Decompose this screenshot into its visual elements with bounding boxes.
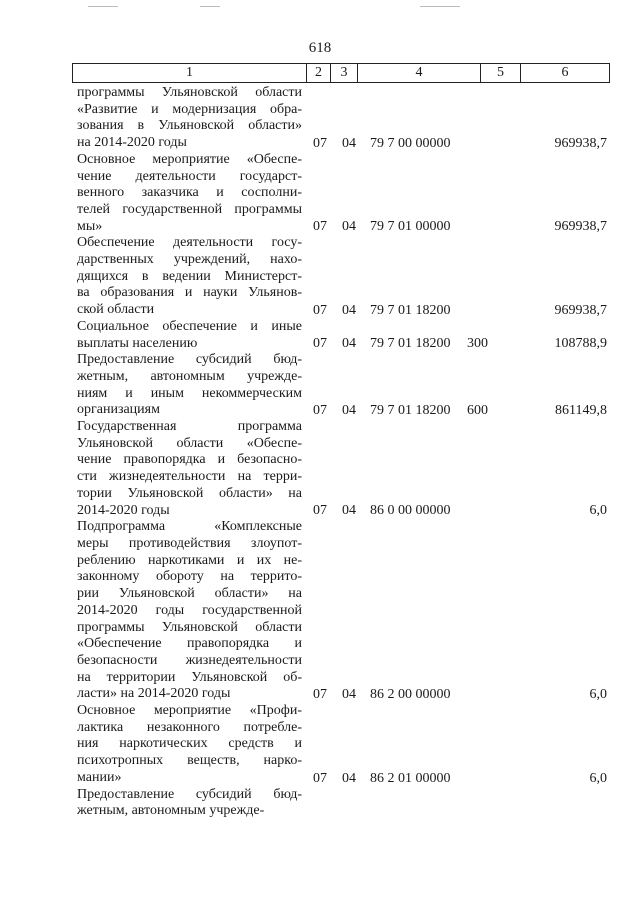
subsection-code: 04 [342, 135, 356, 151]
table-row [77, 352, 607, 419]
target-article-code: 86 2 01 00000 [370, 770, 451, 786]
description-line: реблению наркотиками и их не- [77, 552, 302, 568]
description-line: телей государственной программы [77, 201, 302, 217]
description-line: лактика незаконного потребле- [77, 719, 302, 735]
row-codes [77, 218, 607, 235]
description-line: «Обеспечение правопорядка и [77, 636, 302, 652]
row-codes [77, 502, 607, 519]
table-body [77, 85, 607, 820]
table-header [72, 63, 610, 83]
description-line: жетным, автономным учрежде- [77, 368, 302, 384]
column-header-6: 6 [561, 65, 569, 80]
section-code: 07 [313, 336, 327, 352]
row-description [77, 519, 302, 703]
column-header-3: 3 [331, 64, 358, 82]
amount: 6,0 [589, 503, 607, 519]
section-code: 07 [313, 687, 327, 703]
row-codes [77, 402, 607, 419]
target-article-code: 79 7 00 00000 [370, 135, 451, 151]
section-code: 07 [313, 503, 327, 519]
row-codes [77, 302, 607, 319]
target-article-code: 79 7 01 18200 [370, 336, 451, 352]
table-row [77, 787, 607, 820]
description-line: организациям [77, 402, 160, 418]
amount: 6,0 [589, 687, 607, 703]
scan-artifact [420, 6, 460, 7]
target-article-code: 86 0 00 00000 [370, 503, 451, 519]
target-article-code: 79 7 01 00000 [370, 219, 451, 235]
description-line: венного заказчика и сосполни- [77, 185, 302, 201]
description-line: программы Ульяновской области [77, 85, 302, 100]
column-header-4: 4 [358, 64, 481, 82]
description-line: законному обороту на террито- [77, 569, 302, 585]
description-line: меры противодействия злоупот- [77, 535, 302, 551]
description-line: 2014-2020 годы [77, 502, 170, 518]
description-line: Предоставление субсидий бюд- [77, 352, 302, 368]
description-line: на территории Ульяновской об- [77, 669, 302, 685]
description-line: Ульяновской области «Обеспе- [77, 435, 302, 451]
section-code: 07 [313, 135, 327, 151]
description-line: Предоставление субсидий бюд- [77, 786, 302, 802]
section-code: 07 [313, 403, 327, 419]
description-line: безопасности жизнедеятельности [77, 652, 302, 668]
description-line: жетным, автономным учрежде- [77, 803, 265, 819]
description-line: мы» [77, 218, 103, 234]
description-line: Основное мероприятие «Обеспе- [77, 151, 302, 167]
table-row [77, 152, 607, 236]
column-header-2: 2 [307, 64, 331, 82]
subsection-code: 04 [342, 336, 356, 352]
description-line: Обеспечение деятельности госу- [77, 235, 302, 251]
description-line: мании» [77, 769, 122, 785]
description-line: ния наркотических средств и [77, 736, 302, 752]
table-row [77, 85, 607, 152]
amount: 969938,7 [554, 302, 607, 318]
expense-type-code: 300 [467, 336, 488, 352]
amount: 6,0 [589, 770, 607, 786]
amount: 861149,8 [555, 403, 607, 419]
row-codes [77, 803, 607, 820]
description-line: ласти» на 2014-2020 годы [77, 686, 231, 702]
description-line: выплаты населению [77, 335, 198, 351]
target-article-code: 79 7 01 18200 [370, 403, 451, 419]
table-row [77, 419, 607, 519]
subsection-code: 04 [342, 503, 356, 519]
description-line: 2014-2020 годы государственной [77, 602, 302, 618]
column-header-1: 1 [73, 64, 307, 82]
description-line: Подпрограмма «Комплексные [77, 519, 302, 535]
description-line: зования в Ульяновской области» [77, 118, 302, 134]
target-article-code: 79 7 01 18200 [370, 302, 451, 318]
target-article-code: 86 2 00 00000 [370, 687, 451, 703]
description-line: психотропных веществ, нарко- [77, 753, 302, 769]
section-code: 07 [313, 219, 327, 235]
amount: 969938,7 [554, 135, 607, 151]
subsection-code: 04 [342, 302, 356, 318]
description-line: дящихся в ведении Министерст- [77, 268, 302, 284]
description-line: на 2014-2020 годы [77, 135, 187, 151]
description-line: сти жизнедеятельности на терри- [77, 469, 302, 485]
page-number: 618 [308, 40, 332, 56]
description-line: программы Ульяновской области [77, 619, 302, 635]
description-line: Основное мероприятие «Профи- [77, 703, 302, 719]
section-code: 07 [313, 302, 327, 318]
row-codes [77, 770, 607, 787]
row-codes [77, 335, 607, 352]
description-line: «Развитие и модернизация обра- [77, 101, 302, 117]
description-line: Государственная программа [77, 419, 302, 435]
amount: 108788,9 [554, 336, 607, 352]
description-line: ниям и иным некоммерческим [77, 385, 302, 401]
description-line: дарственных учреждений, нахо- [77, 252, 302, 268]
row-codes [77, 686, 607, 703]
section-code: 07 [313, 770, 327, 786]
amount: 969938,7 [554, 219, 607, 235]
table-row [77, 703, 607, 787]
description-line: чение правопорядка и безопасно- [77, 452, 302, 468]
scan-artifact [88, 6, 118, 7]
subsection-code: 04 [342, 403, 356, 419]
description-line: Социальное обеспечение и иные [77, 318, 302, 334]
expense-type-code: 600 [467, 403, 488, 419]
description-line: чение деятельности государст- [77, 168, 302, 184]
scan-artifact [200, 6, 220, 7]
subsection-code: 04 [342, 219, 356, 235]
table-row [77, 235, 607, 319]
subsection-code: 04 [342, 770, 356, 786]
table-row [77, 319, 607, 352]
description-line: рии Ульяновской области» на [77, 586, 302, 602]
description-line: ва образования и науки Ульянов- [77, 285, 302, 301]
description-line: тории Ульяновской области» на [77, 485, 302, 501]
description-line: ской области [77, 302, 155, 318]
subsection-code: 04 [342, 687, 356, 703]
column-header-5: 5 [481, 64, 521, 82]
table-row [77, 519, 607, 703]
row-codes [77, 135, 607, 152]
